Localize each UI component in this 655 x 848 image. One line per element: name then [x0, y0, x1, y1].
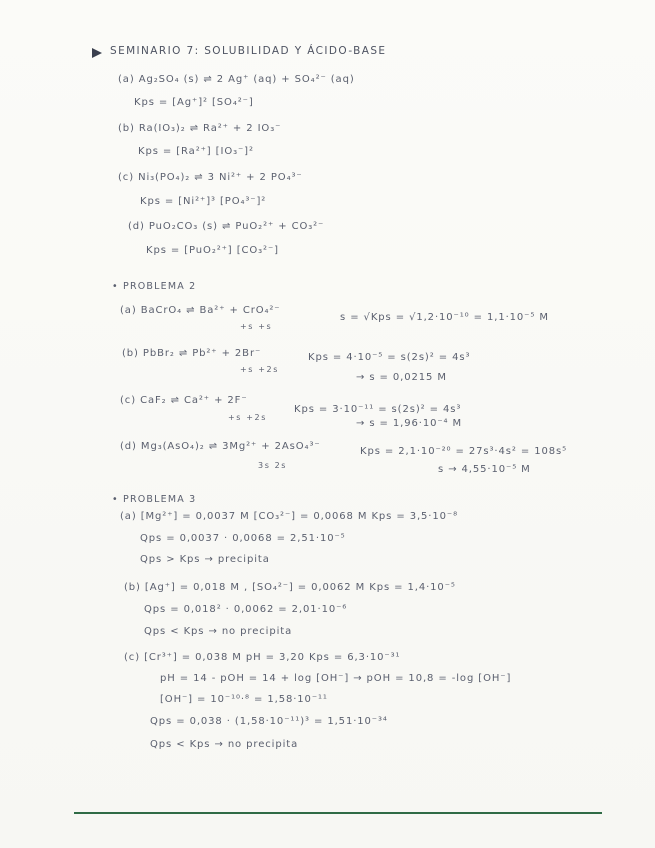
eq-c: (c) Ni₃(PO₄)₂ ⇌ 3 Ni²⁺ + 2 PO₄³⁻: [118, 172, 303, 183]
p3-b-result: Qps < Kps → no precipita: [144, 626, 293, 637]
p3-c-data: (c) [Cr³⁺] = 0,038 M pH = 3,20 Kps = 6,3·10⁻³¹: [124, 652, 401, 663]
p2-d-result: s → 4,55·10⁻⁵ M: [438, 464, 531, 475]
problema-3-title: • PROBLEMA 3: [112, 494, 197, 505]
p2-d-stoich: 3s 2s: [258, 461, 288, 470]
p3-c-result: Qps < Kps → no precipita: [150, 739, 299, 750]
p3-c-ph: pH = 14 - pOH = 14 + log [OH⁻] → pOH = 10,8 = -log [OH⁻]: [160, 673, 512, 684]
p3-a-result: Qps > Kps → precipita: [140, 554, 270, 565]
p2-b-kps: Kps = 4·10⁻⁵ = s(2s)² = 4s³: [308, 352, 471, 363]
p2-b-equation: (b) PbBr₂ ⇌ Pb²⁺ + 2Br⁻: [122, 348, 262, 359]
kps-b: Kps = [Ra²⁺] [IO₃⁻]²: [138, 146, 254, 157]
p2-d-equation: (d) Mg₃(AsO₄)₂ ⇌ 3Mg²⁺ + 2AsO₄³⁻: [120, 441, 321, 452]
kps-c: Kps = [Ni²⁺]³ [PO₄³⁻]²: [140, 196, 267, 207]
p3-b-data: (b) [Ag⁺] = 0,018 M , [SO₄²⁻] = 0,0062 M Kps = 1,4·10⁻⁵: [124, 582, 456, 593]
eq-b: (b) Ra(IO₃)₂ ⇌ Ra²⁺ + 2 IO₃⁻: [118, 123, 282, 134]
p3-a-qps: Qps = 0,0037 · 0,0068 = 2,51·10⁻⁵: [140, 533, 346, 544]
p3-c-oh: [OH⁻] = 10⁻¹⁰·⁸ = 1,58·10⁻¹¹: [160, 694, 328, 705]
p2-c-kps: Kps = 3·10⁻¹¹ = s(2s)² = 4s³: [294, 404, 462, 415]
p2-b-result: → s = 0,0215 M: [356, 372, 447, 383]
kps-d: Kps = [PuO₂²⁺] [CO₃²⁻]: [146, 245, 279, 256]
p3-c-qps: Qps = 0,038 · (1,58·10⁻¹¹)³ = 1,51·10⁻³⁴: [150, 716, 388, 727]
p2-c-result: → s = 1,96·10⁻⁴ M: [356, 418, 463, 429]
p3-a-data: (a) [Mg²⁺] = 0,0037 M [CO₃²⁻] = 0,0068 M Kps = 3,5·10⁻⁸: [120, 511, 458, 522]
p2-c-equation: (c) CaF₂ ⇌ Ca²⁺ + 2F⁻: [120, 395, 248, 406]
problema-2-title: • PROBLEMA 2: [112, 281, 197, 292]
kps-a: Kps = [Ag⁺]² [SO₄²⁻]: [134, 97, 254, 108]
p2-b-stoich: +s +2s: [240, 365, 279, 374]
p2-c-stoich: +s +2s: [228, 413, 267, 422]
eq-a: (a) Ag₂SO₄ (s) ⇌ 2 Ag⁺ (aq) + SO₄²⁻ (aq): [118, 74, 355, 85]
bottom-rule: [74, 812, 602, 814]
p3-b-qps: Qps = 0,018² · 0,0062 = 2,01·10⁻⁶: [144, 604, 348, 615]
bullet-arrow-icon: [92, 48, 102, 58]
p2-d-kps: Kps = 2,1·10⁻²⁰ = 27s³·4s² = 108s⁵: [360, 446, 568, 457]
eq-d: (d) PuO₂CO₃ (s) ⇌ PuO₂²⁺ + CO₃²⁻: [128, 221, 325, 232]
p2-a-equation: (a) BaCrO₄ ⇌ Ba²⁺ + CrO₄²⁻: [120, 305, 281, 316]
p2-a-result: s = √Kps = √1,2·10⁻¹⁰ = 1,1·10⁻⁵ M: [340, 312, 549, 323]
page-title: SEMINARIO 7: SOLUBILIDAD Y ÁCIDO-BASE: [110, 45, 387, 57]
p2-a-stoich: +s +s: [240, 322, 273, 331]
